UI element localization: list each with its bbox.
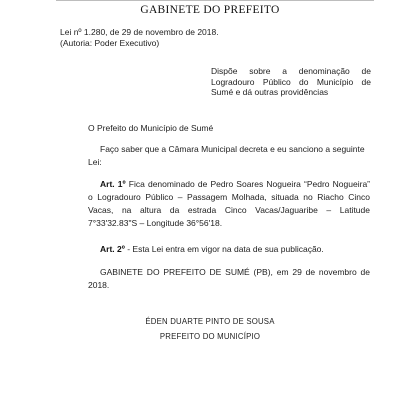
article-2: [88, 243, 370, 256]
law-authorship: (Autoria: Poder Executivo): [60, 37, 160, 48]
article-1-label: Art. 1º: [100, 179, 126, 189]
article-2-text: - Esta Lei entra em vigor na data de sua publicação.: [124, 244, 324, 254]
office-title: GABINETE DO PREFEITO: [140, 4, 280, 16]
signatory-role: PREFEITO DO MUNICÍPIO: [159, 332, 261, 341]
article-2-label: Art. 2º: [100, 244, 125, 254]
law-info: [60, 27, 219, 48]
ementa: Dispõe sobre a denominação de Logradouro Público do Município de Sumé e dá outras providências: [211, 66, 371, 97]
enactment-paragraph: Faço saber que a Câmara Municipal decreta e eu sanciono a seguinte Lei:: [88, 144, 365, 167]
signatory-name: ÉDEN DUARTE PINTO DE SOUSA: [145, 317, 275, 326]
mayor-line: O Prefeito do Município de Sumé: [88, 123, 214, 133]
article-1-text: Fica denominado de Pedro Soares Nogueira “Pedro Nogueira” o Logradouro Público – Passagem Molhada, situada no Riacho Cinco Vacas, na altura da estrada Cinco Vacas/Jaguaribe – Latitude 7°33'32.83"S – Longitude 36°56'18.: [88, 179, 370, 228]
closing-paragraph: GABINETE DO PREFEITO DE SUMÉ (PB), em 29 de novembro de 2018.: [88, 267, 370, 290]
article-1: [88, 178, 370, 230]
law-number-date: Lei nº 1.280, de 29 de novembro de 2018.: [60, 27, 219, 37]
header-divider: [56, 0, 374, 1]
